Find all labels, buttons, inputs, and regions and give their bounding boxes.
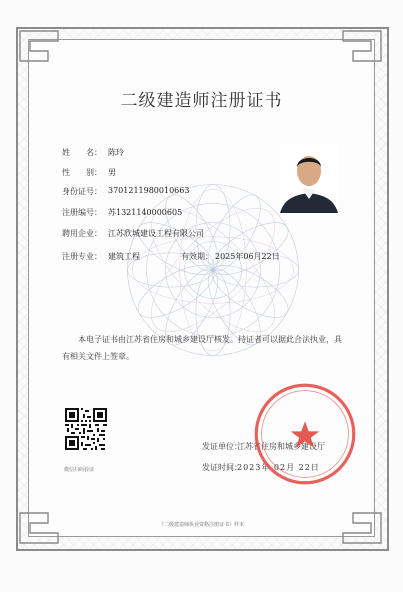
footer-note: 《二级建造师执业资格注册证书》样本 [158, 522, 244, 528]
validity-value: 2025年06月22日 [215, 252, 280, 261]
issuer-label: 发证单位： [202, 442, 242, 451]
issue-date-label: 发证时间： [202, 463, 242, 472]
official-seal [252, 381, 358, 487]
holder-photo [280, 143, 338, 213]
registration-number-value: 苏1321140000605 [108, 208, 183, 217]
certificate-title: 二级建造师注册证书 [120, 91, 283, 111]
issue-date-value: 2023年 02月 22日 [237, 463, 320, 472]
qr-caption: 微信扫码验证 [64, 467, 95, 473]
employer-label: 聘用企业： [62, 229, 102, 238]
gender-value: 男 [108, 168, 116, 177]
name-value: 陈玲 [108, 148, 124, 157]
certificate-notice: 本电子证书由江苏省住房和城乡建设厅核发。持证者可以据此合法执业，具有相关文件上签章。 [62, 335, 342, 361]
id-number-label: 身份证号： [62, 187, 102, 196]
issuer-value: 江苏省住房和城乡建设厅 [237, 442, 325, 451]
employer-value: 江苏欣城建设工程有限公司 [108, 229, 204, 238]
validity-label: 有效期： [181, 252, 213, 261]
name-label: 姓 名： [62, 148, 102, 157]
verification-qr-code[interactable] [65, 400, 107, 458]
id-number-value: 3701211980010663 [108, 186, 190, 195]
registration-number-label: 注册编号： [62, 208, 102, 217]
gender-label: 性 别： [62, 168, 102, 177]
specialty-label: 注册专业： [62, 252, 102, 261]
specialty-value: 建筑工程 [108, 252, 140, 261]
